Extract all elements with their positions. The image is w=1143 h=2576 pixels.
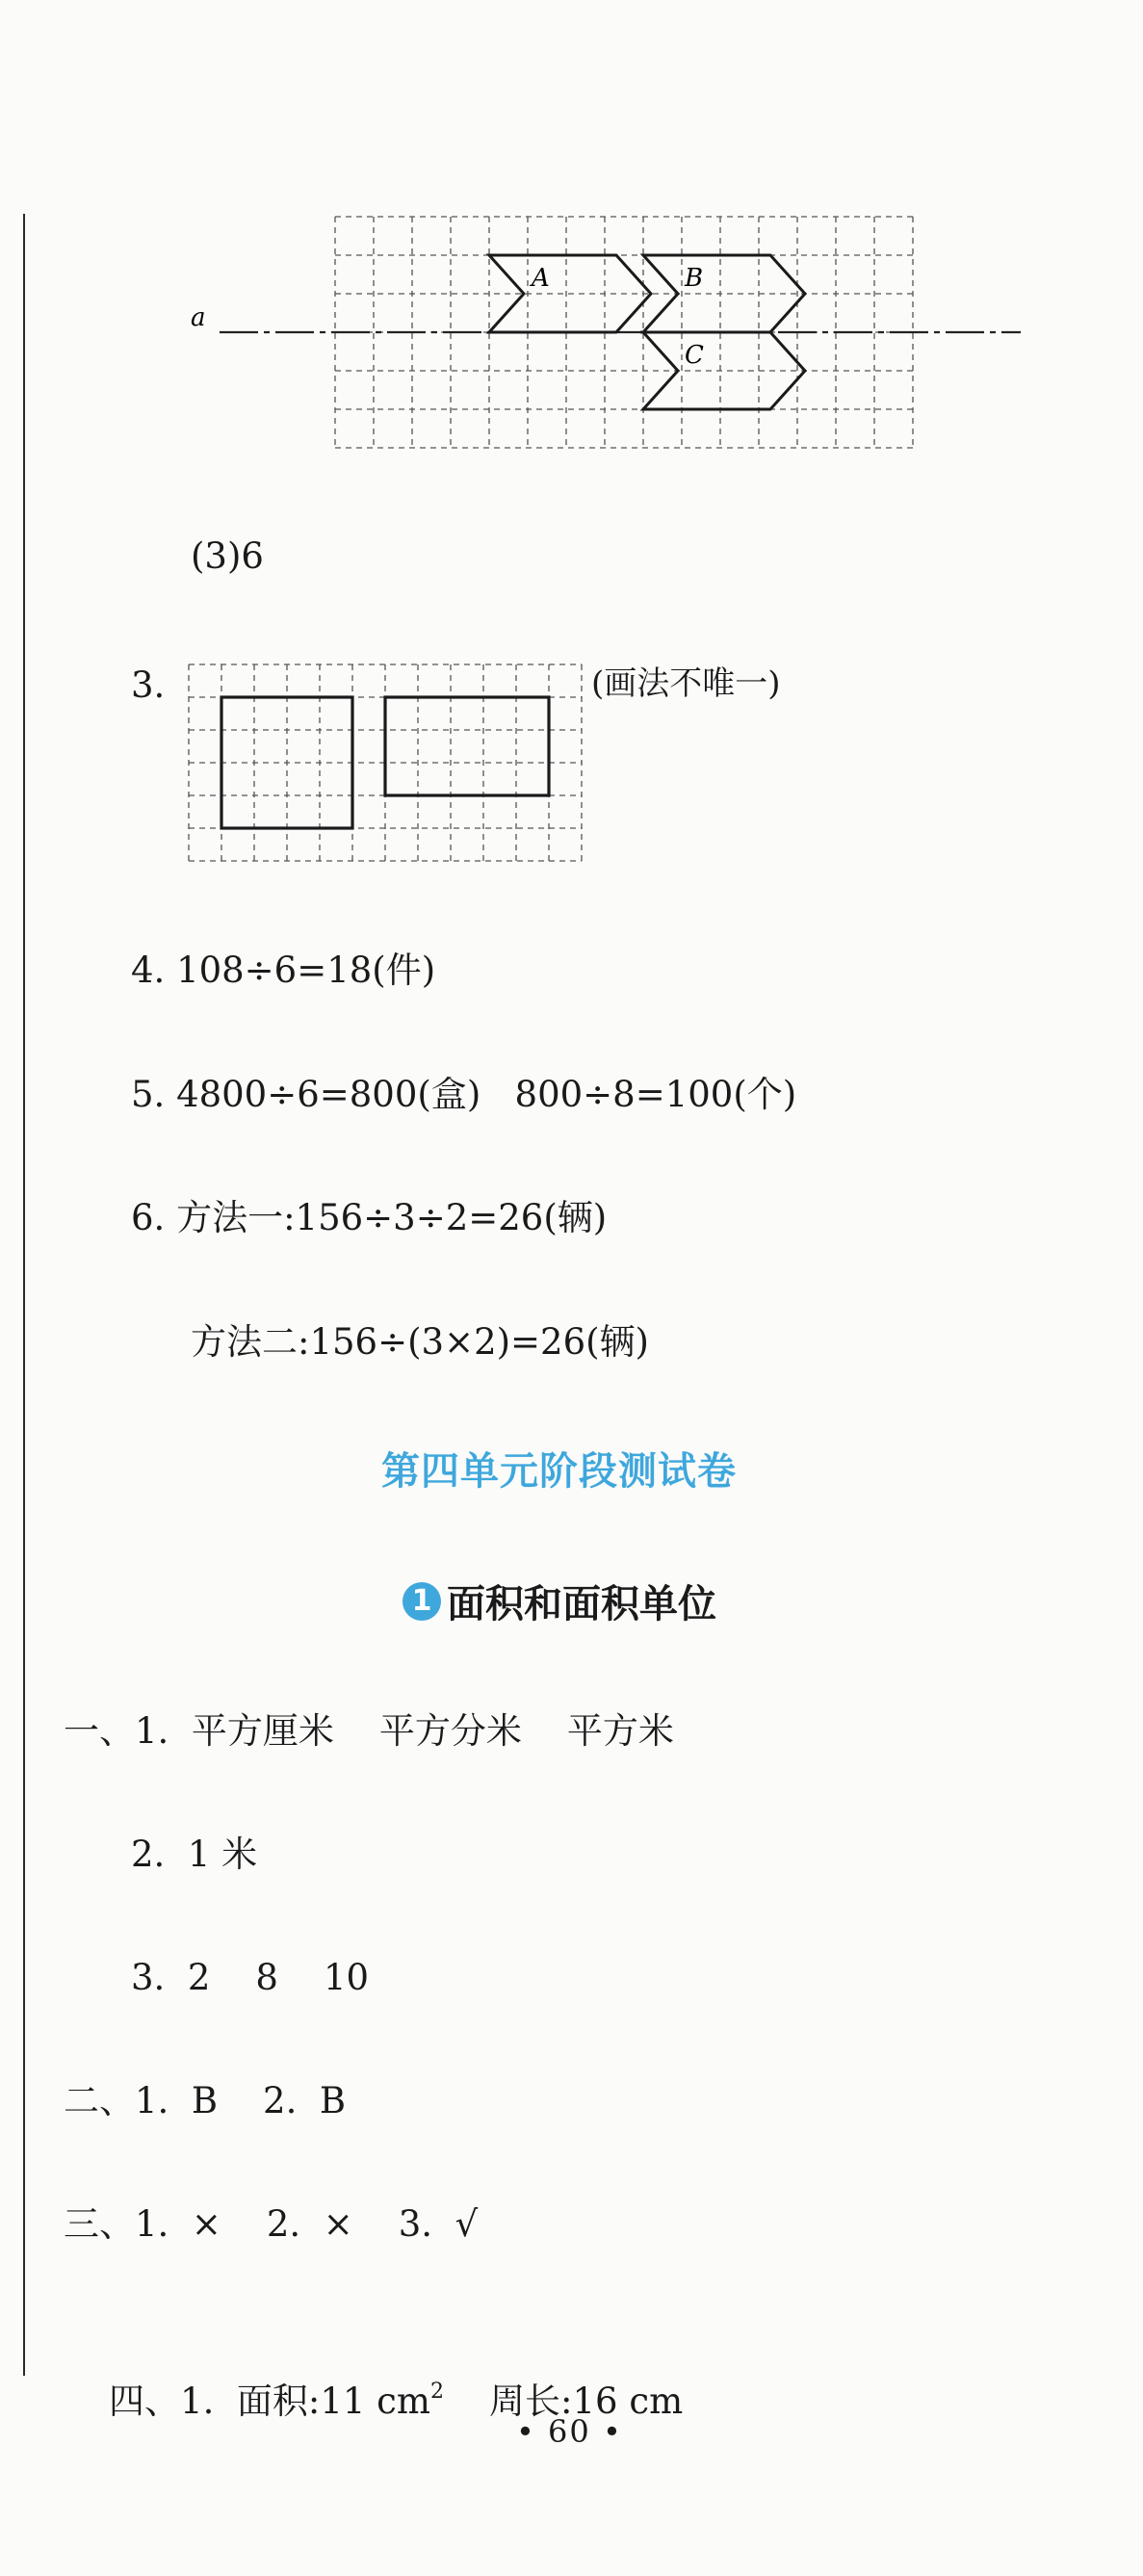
answer-4: 4. 108÷6=18(件) (131, 950, 436, 991)
answer-two: 二、1. B 2. B (64, 2080, 347, 2121)
answer-one-2: 2. 1 米 (131, 1834, 258, 1875)
answer-5: 5. 4800÷6=800(盒) 800÷8=100(个) (131, 1074, 797, 1115)
answer-6-method-2: 方法二:156÷(3×2)=26(辆) (191, 1321, 649, 1363)
answer-2-3: (3)6 (191, 535, 264, 577)
section-title (403, 1574, 716, 1628)
answer-6-method-1: 6. 方法一:156÷3÷2=26(辆) (131, 1197, 608, 1238)
answer-3-note: (画法不唯一) (591, 664, 781, 703)
rectangles-grid-figure (183, 663, 587, 869)
shape-label-b: B (685, 264, 704, 293)
answer-3-number: 3. (131, 664, 166, 706)
section-number-badge: 1 (403, 1582, 441, 1621)
answer-three: 三、1. × 2. × 3. √ (64, 2203, 479, 2245)
shape-label-a: A (532, 264, 550, 293)
page-number: • 60 • (516, 2413, 623, 2450)
section-title-text: 面积和面积单位 (447, 1582, 716, 1626)
line-a-label: a (191, 303, 206, 332)
answer-one-1: 一、1. 平方厘米 平方分米 平方米 (64, 1710, 674, 1752)
answer-one-3: 3. 2 8 10 (131, 1957, 370, 1998)
left-margin-rule (23, 214, 25, 2376)
answer-four-perimeter: 周长:16 cm (444, 2381, 684, 2422)
shape-label-c: C (685, 341, 704, 370)
answer-four-superscript: 2 (430, 2380, 444, 2404)
translation-grid-figure (173, 212, 1040, 453)
answer-four-area: 四、1. 面积:11 cm (109, 2381, 430, 2422)
rectangle-shape (385, 697, 549, 795)
unit-heading: 第四单元阶段测试卷 (381, 1449, 737, 1494)
